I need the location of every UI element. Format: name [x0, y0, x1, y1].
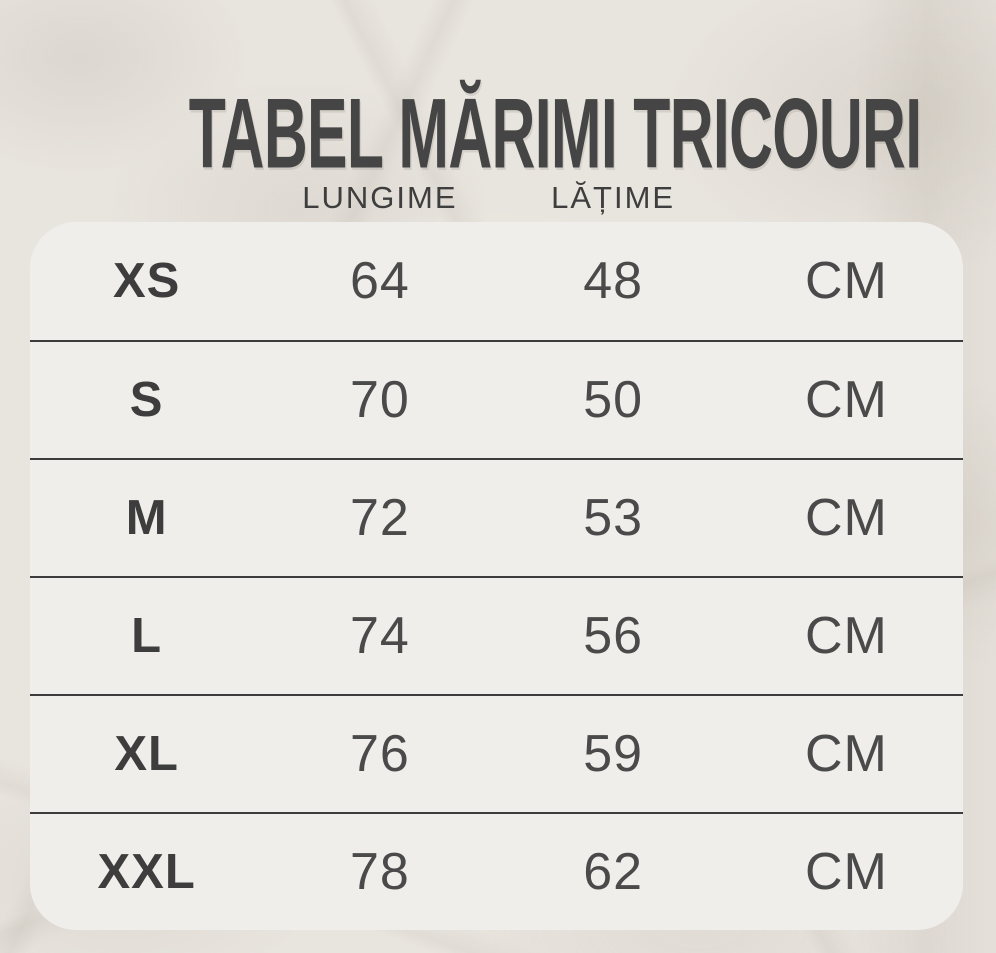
- size-label: S: [129, 373, 164, 427]
- length-value: 74: [349, 607, 410, 665]
- width-value: 50: [583, 371, 644, 429]
- size-label: L: [131, 609, 163, 663]
- table-row-xs: [30, 222, 963, 340]
- column-header-width: LĂȚIME: [551, 180, 676, 215]
- table-row-m: [30, 458, 963, 576]
- size-label: M: [125, 491, 168, 545]
- unit-label: CM: [804, 252, 888, 310]
- unit-label: CM: [804, 843, 888, 901]
- page-title: TABEL MĂRIMI TRICOURI: [188, 78, 922, 189]
- length-value: 76: [349, 725, 410, 783]
- column-headers: [30, 176, 963, 218]
- table-row-l: [30, 576, 963, 694]
- length-value: 70: [349, 371, 410, 429]
- width-value: 53: [583, 489, 644, 547]
- size-label: XL: [114, 727, 179, 781]
- size-label: XXL: [97, 845, 196, 899]
- length-value: 78: [349, 843, 410, 901]
- unit-label: CM: [804, 489, 888, 547]
- size-table-card: [30, 222, 963, 930]
- column-header-length: LUNGIME: [302, 180, 458, 215]
- width-value: 56: [583, 607, 644, 665]
- unit-label: CM: [804, 725, 888, 783]
- column-header-spacer: [30, 216, 263, 218]
- column-header-spacer: [730, 216, 963, 218]
- width-value: 48: [583, 252, 644, 310]
- width-value: 62: [583, 843, 644, 901]
- table-row-s: [30, 340, 963, 458]
- table-row-xl: [30, 694, 963, 812]
- unit-label: CM: [804, 607, 888, 665]
- width-value: 59: [583, 725, 644, 783]
- size-label: XS: [112, 254, 181, 308]
- length-value: 64: [349, 252, 410, 310]
- unit-label: CM: [804, 371, 888, 429]
- length-value: 72: [349, 489, 410, 547]
- table-row-xxl: [30, 812, 963, 930]
